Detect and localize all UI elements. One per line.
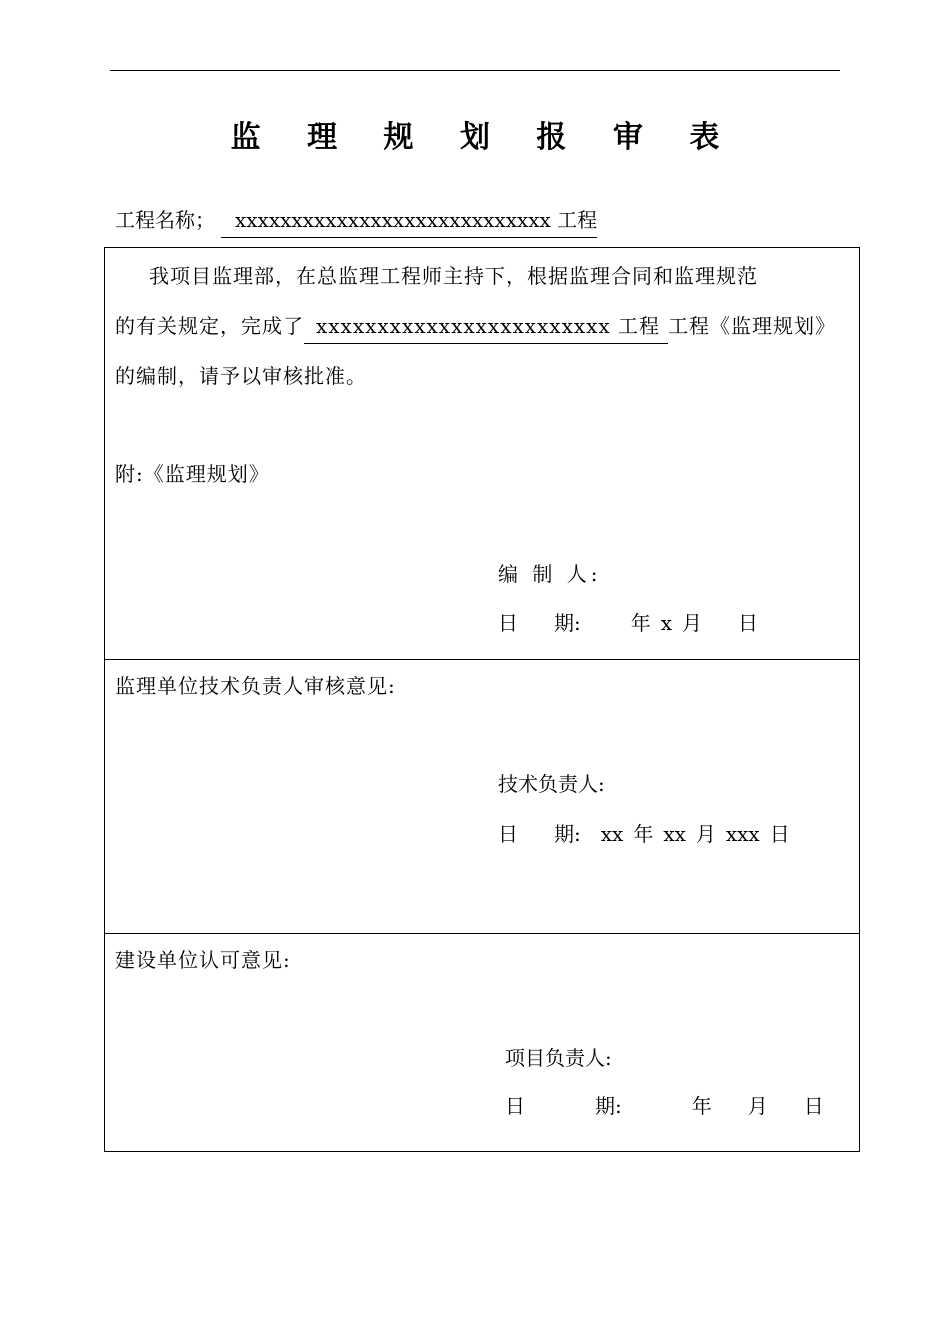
document-title: 监 理 规 划 报 审 表 — [230, 120, 738, 155]
date-day-value[interactable]: xxx — [725, 822, 760, 846]
project-name-value[interactable]: xxxxxxxxxxxxxxxxxxxxxxxxxxxx 工程 — [221, 204, 597, 238]
preparer-date-line — [498, 607, 758, 636]
approval-form-table — [104, 247, 860, 1152]
attachment-note: 附:《监理规划》 — [115, 462, 270, 486]
owner-approval-date-line — [505, 1090, 824, 1119]
date-year-unit: 年 — [633, 822, 654, 846]
date-day-unit: 日 — [738, 611, 759, 635]
date-month-value[interactable]: xx — [663, 822, 686, 846]
date-label-qi: 期: — [554, 822, 581, 846]
date-month-unit: 月 — [682, 611, 703, 635]
preparer-label: 编 制 人: — [498, 562, 602, 586]
date-month-value[interactable]: x — [660, 611, 673, 635]
date-month-unit: 月 — [747, 1094, 768, 1118]
statement-line-1: 我项目监理部，在总监理工程师主持下，根据监理合同和监理规范 — [149, 264, 758, 288]
date-label-ri: 日 — [498, 822, 518, 846]
date-label-qi: 期: — [595, 1094, 622, 1118]
technical-review-heading: 监理单位技术负责人审核意见: — [115, 674, 396, 698]
statement-line-2-prefix: 的有关规定，完成了 — [115, 314, 304, 338]
submission-section — [105, 248, 859, 659]
date-year-unit: 年 — [630, 611, 651, 635]
date-day-unit: 日 — [769, 822, 790, 846]
owner-approval-heading: 建设单位认可意见: — [115, 948, 291, 972]
technical-review-date-line — [498, 818, 790, 847]
statement-line-2-suffix: 工程《监理规划》 — [668, 314, 837, 338]
date-year-value[interactable]: xx — [600, 822, 624, 846]
plan-project-field[interactable]: xxxxxxxxxxxxxxxxxxxxxxxx 工程 — [304, 310, 668, 344]
date-label-ri: 日 — [505, 1094, 525, 1118]
statement-line-2 — [115, 310, 836, 344]
date-day-unit: 日 — [803, 1094, 824, 1118]
date-label-qi: 期: — [554, 611, 581, 635]
technical-review-section — [105, 659, 859, 933]
date-year-unit: 年 — [691, 1094, 712, 1118]
technical-lead-label: 技术负责人: — [498, 772, 605, 796]
date-month-unit: 月 — [695, 822, 716, 846]
owner-approval-section — [105, 933, 859, 1153]
project-lead-label: 项目负责人: — [505, 1046, 612, 1070]
date-label-ri: 日 — [498, 611, 518, 635]
statement-line-3: 的编制，请予以审核批准。 — [115, 364, 367, 388]
project-name-line — [115, 204, 597, 238]
header-rule — [110, 70, 840, 71]
project-name-label: 工程名称； — [115, 208, 215, 232]
